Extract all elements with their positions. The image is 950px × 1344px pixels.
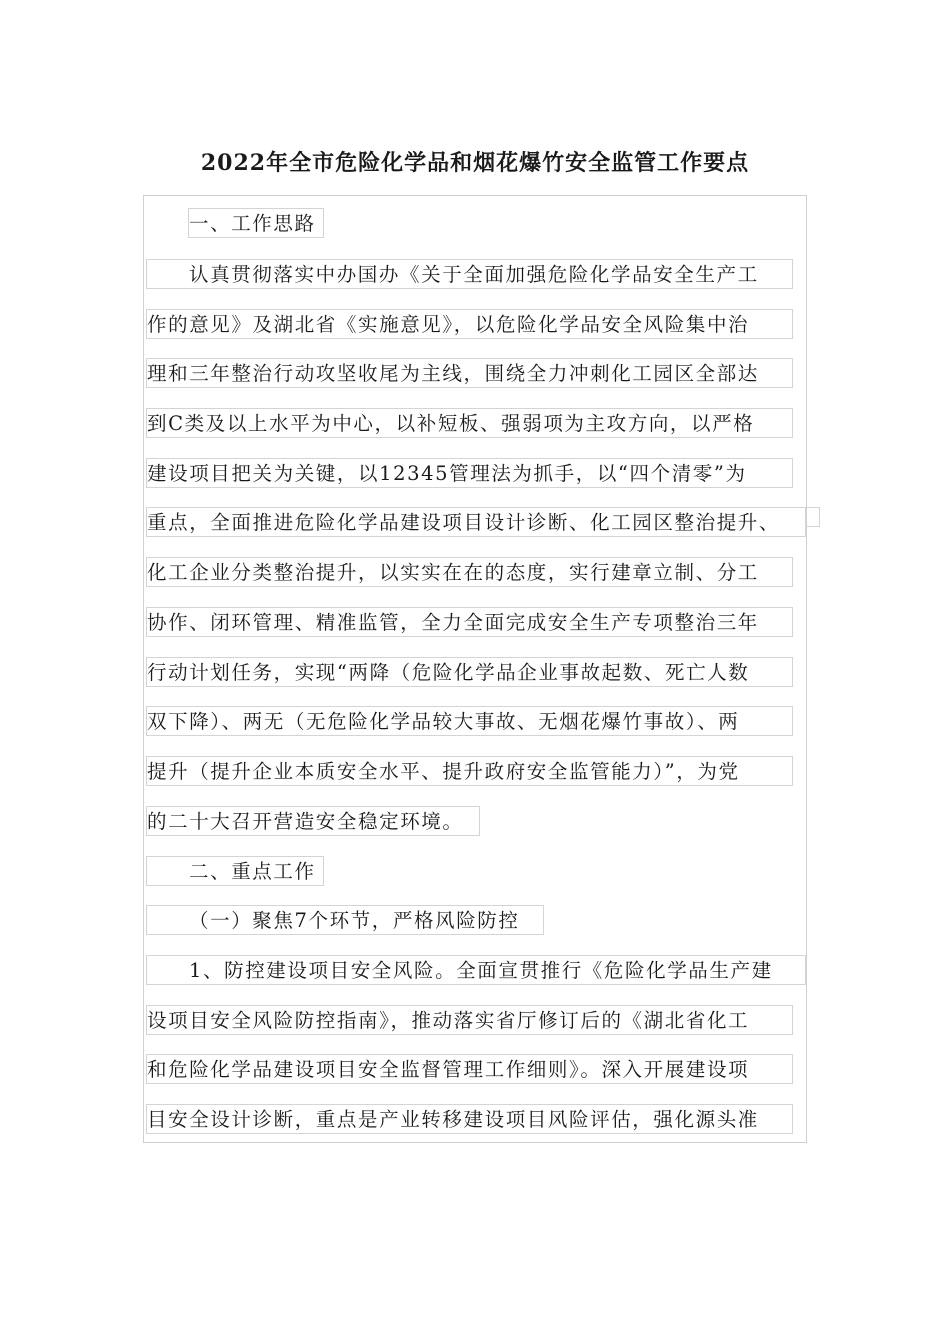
- para2-line-1: 1、防控建设项目安全风险。全面宣贯推行《危险化学品生产建: [146, 955, 806, 985]
- section1-heading: 一、工作思路: [188, 208, 324, 238]
- para1-line-11: 提升（提升企业本质安全水平、提升政府安全监管能力）”，为党: [146, 756, 793, 786]
- para1-line-5: 建设项目把关为关键，以12345管理法为抓手，以“四个清零”为: [146, 458, 793, 488]
- para1-line-1: 认真贯彻落实中办国办《关于全面加强危险化学品安全生产工: [146, 259, 793, 289]
- document-title: 2022年全市危险化学品和烟花爆竹安全监管工作要点: [200, 150, 750, 176]
- para1-line-9: 行动计划任务，实现“两降（危险化学品企业事故起数、死亡人数: [146, 657, 793, 687]
- para1-line-3: 理和三年整治行动攻坚收尾为主线，围绕全力冲刺化工园区全部达: [146, 358, 793, 388]
- para1-line-2: 作的意见》及湖北省《实施意见》，以危险化学品安全风险集中治: [146, 309, 793, 339]
- para2-line-2: 设项目安全风险防控指南》，推动落实省厅修订后的《湖北省化工: [146, 1005, 793, 1035]
- para1-line-4: 到C类及以上水平为中心，以补短板、强弱项为主攻方向，以严格: [146, 408, 793, 438]
- para1-line-6: 重点，全面推进危险化学品建设项目设计诊断、化工园区整治提升、: [146, 507, 806, 537]
- section2-heading: 二、重点工作: [146, 856, 324, 886]
- para1-line-12: 的二十大召开营造安全稳定环境。: [146, 806, 480, 836]
- subheading-1: （一）聚焦7个环节，严格风险防控: [146, 905, 544, 935]
- para1-line-7: 化工企业分类整治提升，以实实在在的态度，实行建章立制、分工: [146, 557, 793, 587]
- para2-line-4: 目安全设计诊断，重点是产业转移建设项目风险评估，强化源头准: [146, 1104, 793, 1134]
- para2-line-3: 和危险化学品建设项目安全监督管理工作细则》。深入开展建设项: [146, 1054, 793, 1084]
- para1-line-8: 协作、闭环管理、精准监管，全力全面完成安全生产专项整治三年: [146, 607, 793, 637]
- para1-line-10: 双下降）、两无（无危险化学品较大事故、无烟花爆竹事故）、两: [146, 706, 793, 736]
- continuation-mark: [806, 507, 820, 527]
